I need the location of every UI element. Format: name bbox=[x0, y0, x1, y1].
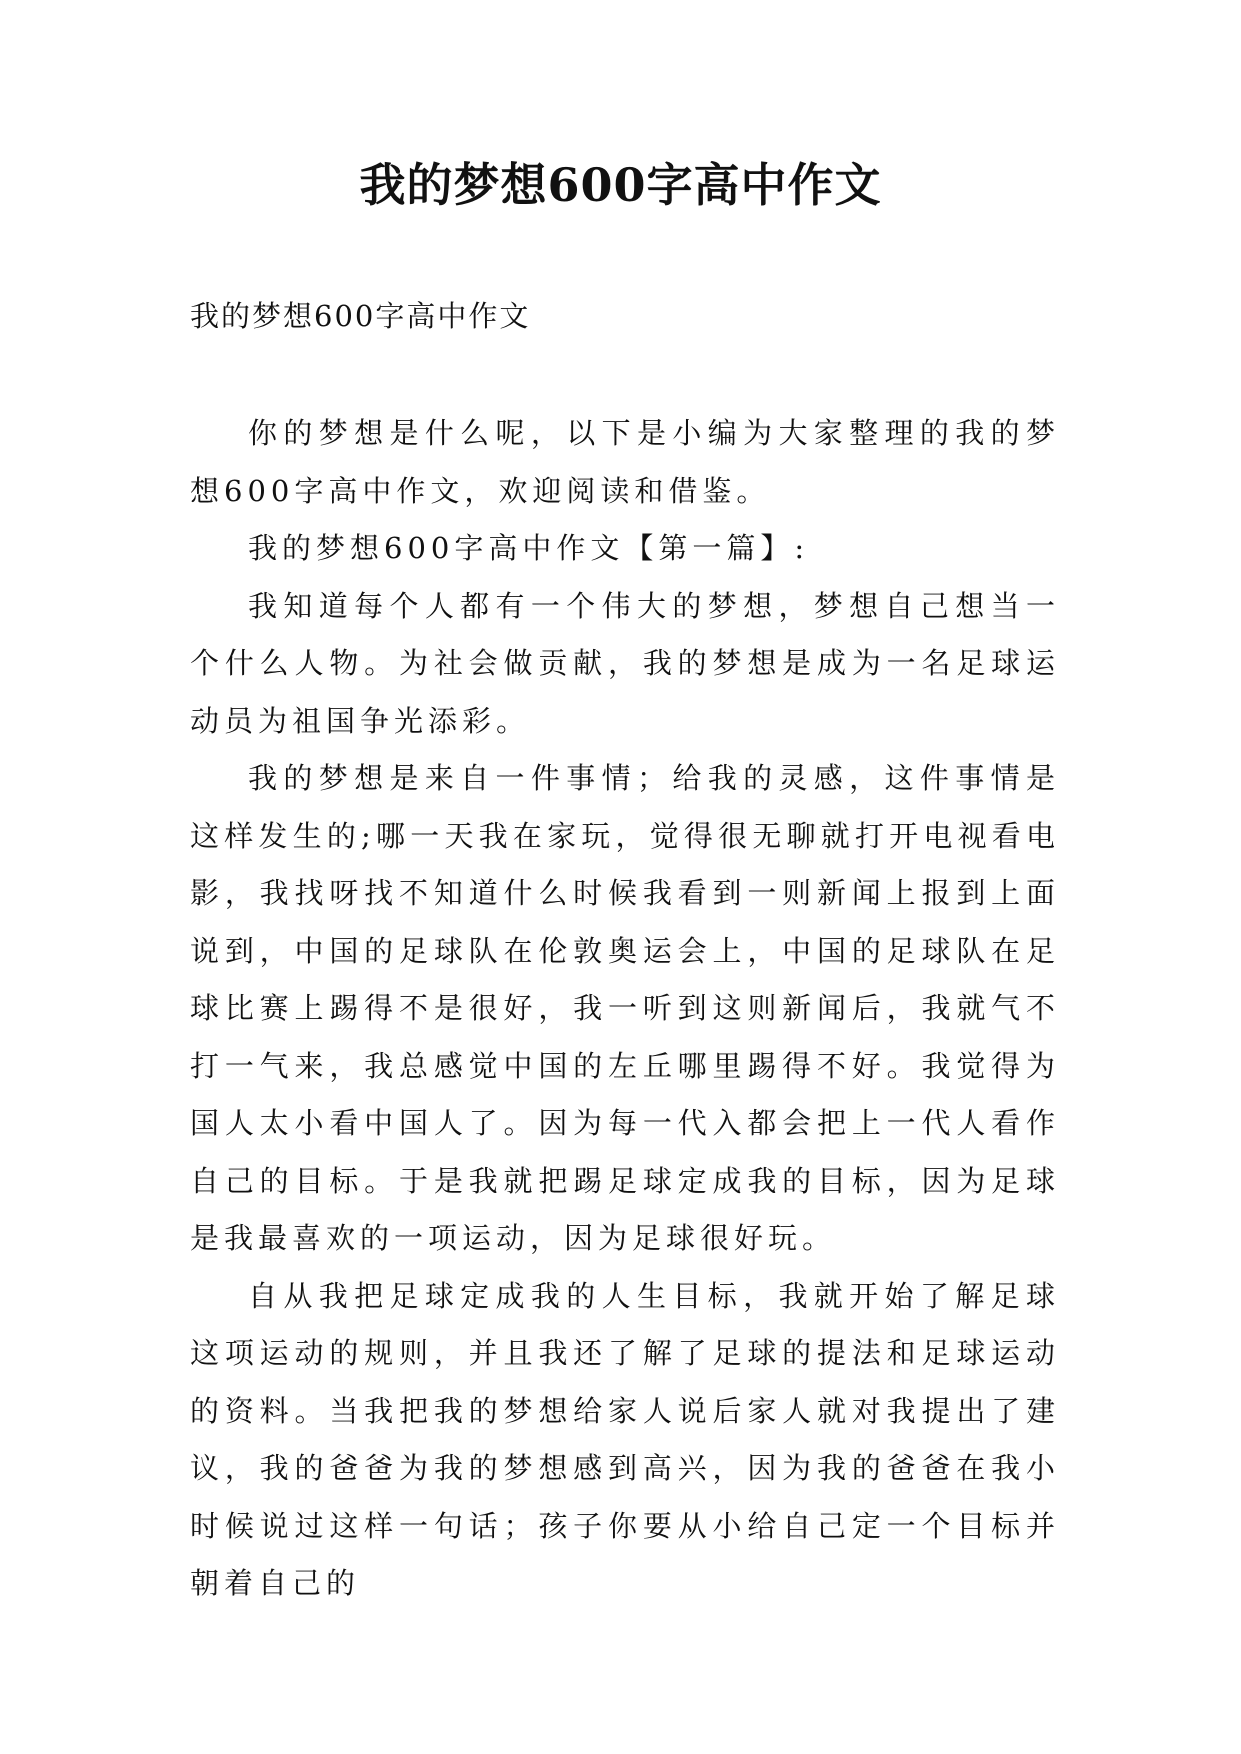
document-title: 我的梦想600字高中作文 bbox=[359, 158, 882, 212]
document-body bbox=[190, 405, 1060, 1613]
paragraph: 我知道每个人都有一个伟大的梦想，梦想自己想当一个什么人物。为社会做贡献，我的梦想是成为一名足球运动员为祖国争光添彩。 bbox=[190, 588, 1060, 738]
paragraph: 我的梦想是来自一件事情；给我的灵感，这件事情是这样发生的;哪一天我在家玩，觉得很无聊就打开电视看电影，我找呀找不知道什么时候我看到一则新闻上报到上面说到，中国的足球队在伦敦奥运会上，中国的足球队在足球比赛上踢得不是很好，我一听到这则新闻后，我就气不打一气来，我总感觉中国的左丘哪里踢得不好。我觉得为国人太小看中国人了。因为每一代入都会把上一代人看作自己的目标。于是我就把踢足球定成我的目标，因为足球是我最喜欢的一项运动，因为足球很好玩。 bbox=[190, 761, 1060, 1255]
paragraph-intro: 你的梦想是什么呢，以下是小编为大家整理的我的梦想600字高中作文，欢迎阅读和借鉴。 bbox=[190, 416, 1060, 508]
paragraph: 自从我把足球定成我的人生目标，我就开始了解足球这项运动的规则，并且我还了解了足球的提法和足球运动的资料。当我把我的梦想给家人说后家人就对我提出了建议，我的爸爸为我的梦想感到高兴，因为我的爸爸在我小时候说过这样一句话；孩子你要从小给自己定一个目标并朝着自己的 bbox=[190, 1278, 1060, 1600]
document-subtitle: 我的梦想600字高中作文 bbox=[190, 299, 531, 333]
paragraph-section-heading: 我的梦想600字高中作文【第一篇】: bbox=[248, 531, 810, 565]
